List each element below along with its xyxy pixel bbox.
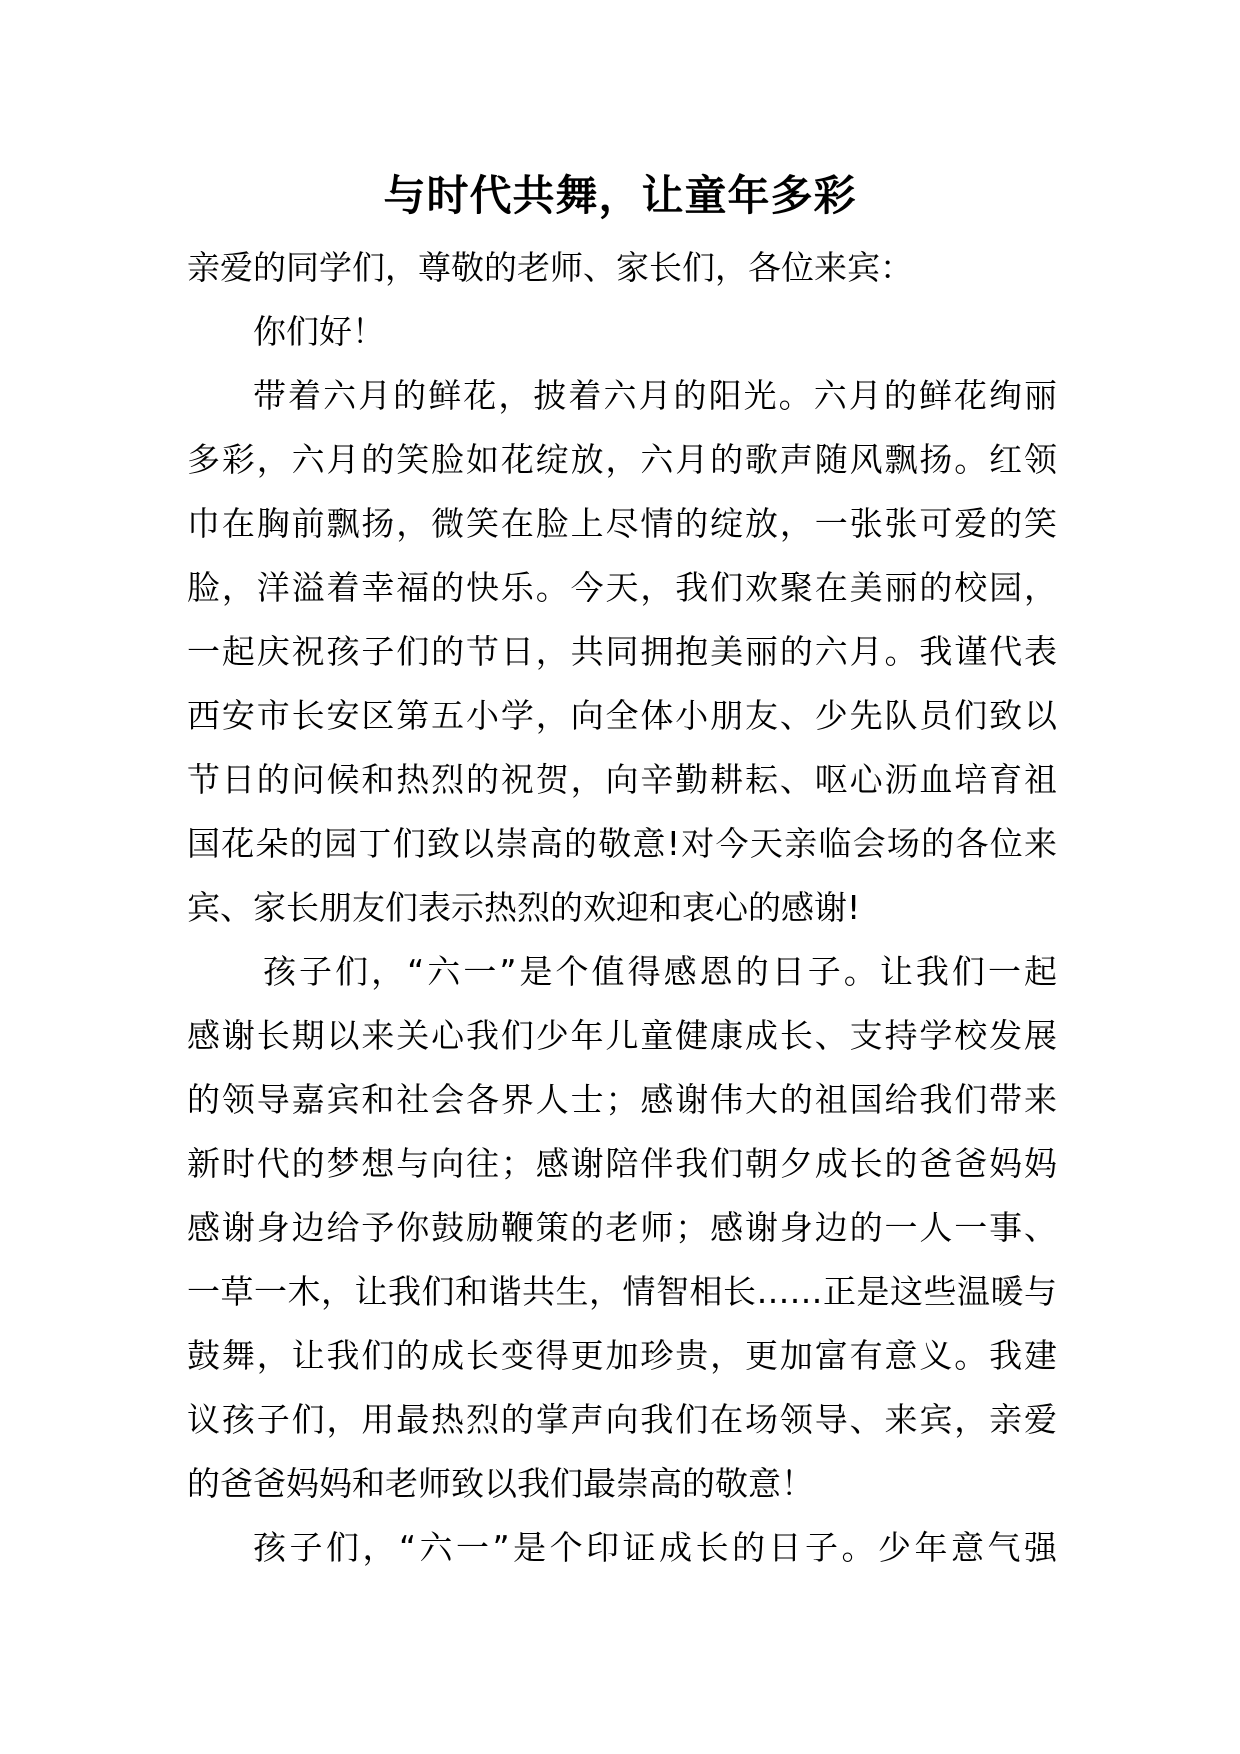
paragraph-line: 一草一木，让我们和谐共生，情智相长……正是这些温暖与 <box>187 1272 1057 1311</box>
paragraph-line: 新时代的梦想与向往；感谢陪伴我们朝夕成长的爸爸妈妈 <box>187 1144 1057 1183</box>
paragraph-line: 巾在胸前飘扬，微笑在脸上尽情的绽放，一张张可爱的笑 <box>187 504 1057 543</box>
paragraph-line: 脸，洋溢着幸福的快乐。今天，我们欢聚在美丽的校园， <box>187 568 1057 607</box>
greeting-line: 你们好！ <box>253 312 385 351</box>
document-title: 与时代共舞，让童年多彩 <box>383 171 857 220</box>
salutation-line: 亲爱的同学们，尊敬的老师、家长们，各位来宾： <box>187 248 913 287</box>
paragraph-line: 的领导嘉宾和社会各界人士；感谢伟大的祖国给我们带来 <box>187 1080 1057 1119</box>
paragraph-line: 鼓舞，让我们的成长变得更加珍贵，更加富有意义。我建 <box>187 1336 1057 1375</box>
paragraph-line: 议孩子们，用最热烈的掌声向我们在场领导、来宾，亲爱 <box>187 1400 1057 1439</box>
paragraph-line: 感谢身边给予你鼓励鞭策的老师；感谢身边的一人一事、 <box>187 1208 1057 1247</box>
paragraph-line: 孩子们，“六一”是个值得感恩的日子。让我们一起 <box>263 952 1057 991</box>
paragraph-line: 一起庆祝孩子们的节日，共同拥抱美丽的六月。我谨代表 <box>187 632 1057 671</box>
paragraph-line: 感谢长期以来关心我们少年儿童健康成长、支持学校发展 <box>187 1016 1057 1055</box>
paragraph-line: 节日的问候和热烈的祝贺，向辛勤耕耘、呕心沥血培育祖 <box>187 760 1057 799</box>
paragraph-line: 多彩，六月的笑脸如花绽放，六月的歌声随风飘扬。红领 <box>187 440 1057 479</box>
document-body <box>187 236 1057 1580</box>
paragraph-line: 宾、家长朋友们表示热烈的欢迎和衷心的感谢! <box>187 888 861 927</box>
paragraph-line: 的爸爸妈妈和老师致以我们最崇高的敬意！ <box>187 1464 814 1503</box>
paragraph-line: 孩子们，“六一”是个印证成长的日子。少年意气强 <box>253 1528 1057 1567</box>
paragraph-line: 带着六月的鲜花，披着六月的阳光。六月的鲜花绚丽 <box>253 376 1057 415</box>
paragraph-line: 西安市长安区第五小学，向全体小朋友、少先队员们致以 <box>187 696 1057 735</box>
paragraph-line: 国花朵的园丁们致以崇高的敬意!对今天亲临会场的各位来 <box>187 824 1057 863</box>
